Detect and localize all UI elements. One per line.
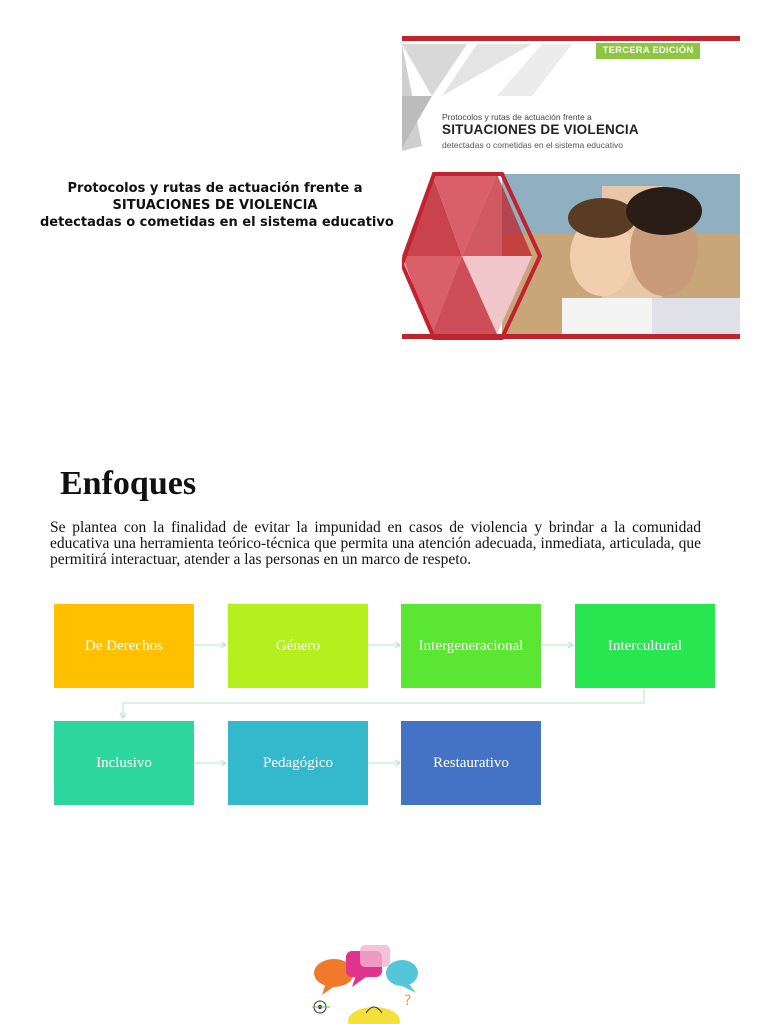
speech-bubbles-illustration — [300, 935, 440, 1024]
flow-box-genero: Género — [228, 604, 368, 688]
title-line-1: Protocolos y rutas de actuación frente a — [67, 181, 363, 196]
edition-badge: TERCERA EDICIÓN — [596, 43, 700, 59]
arrow-wrap — [123, 688, 644, 718]
section-heading: Enfoques — [60, 465, 197, 502]
flow-box-intercultural: Intercultural — [575, 604, 715, 688]
flow-box-restaurativo: Restaurativo — [401, 721, 541, 805]
section-paragraph: Se plantea con la finalidad de evitar la impunidad en casos de violencia y brindar a la comunidad educativa una herramienta teórico-técnica que permita una atención adecuada, inmediata, articulada, que permitirá interactuar, atender a las personas en un marco de respeto. — [50, 519, 701, 568]
flow-box-pedagogico: Pedagógico — [228, 721, 368, 805]
cover-line-1: Protocolos y rutas de actuación frente a — [442, 112, 592, 122]
title-line-3: detectadas o cometidas en el sistema educativo — [40, 215, 394, 230]
flow-box-de-derechos: De Derechos — [54, 604, 194, 688]
flow-box-inclusivo: Inclusivo — [54, 721, 194, 805]
title-line-2: SITUACIONES DE VIOLENCIA — [112, 198, 318, 213]
cover-line-3: detectadas o cometidas en el sistema educativo — [442, 140, 623, 150]
flow-box-intergeneracional: Intergeneracional — [401, 604, 541, 688]
cover-line-2: SITUACIONES DE VIOLENCIA — [442, 122, 639, 137]
lightbulb-icon — [348, 1007, 400, 1024]
question-mark-icon: ? — [404, 993, 412, 1009]
bubble-cyan — [386, 960, 418, 986]
